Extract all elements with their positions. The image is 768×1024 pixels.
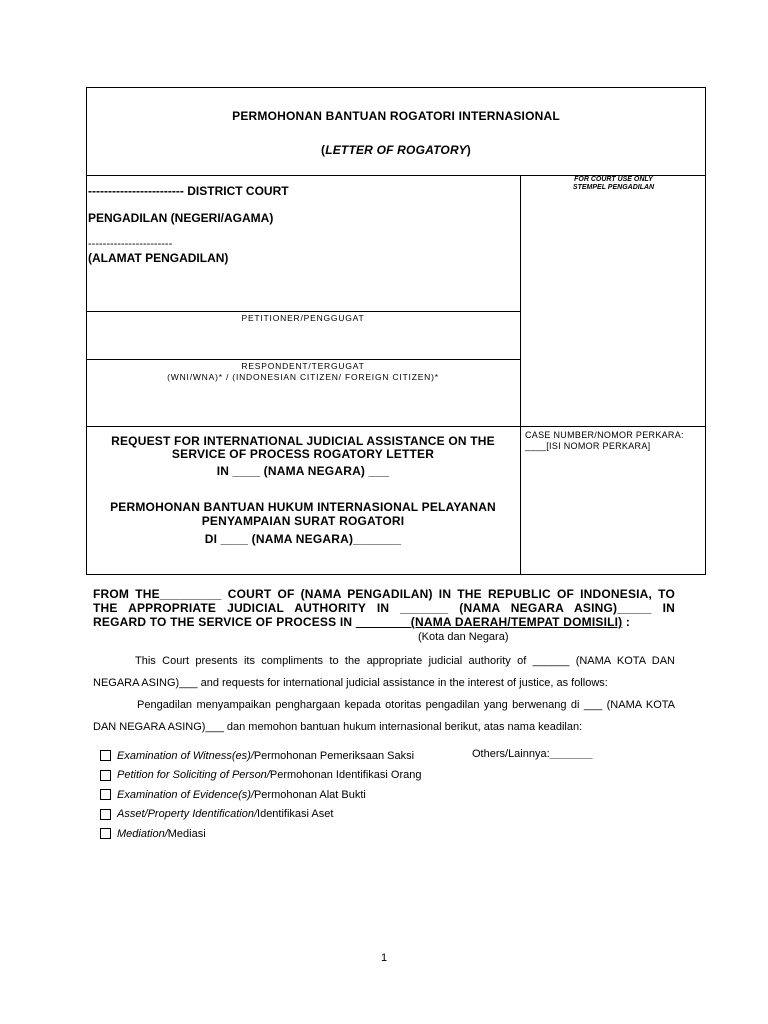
from-line3-end: : xyxy=(622,615,631,629)
checklist-item[interactable] xyxy=(100,824,422,844)
from-line3-underlined: ________(NAMA DAERAH/TEMPAT DOMISILI) xyxy=(355,615,623,629)
from-statement xyxy=(93,587,675,629)
case-number-label: CASE NUMBER/NOMOR PERKARA: xyxy=(525,430,684,440)
subtitle-italic: LETTER OF ROGATORY xyxy=(325,143,467,157)
checklist-item-italic: Examination of Witness(es)/ xyxy=(117,749,254,762)
checkbox[interactable] xyxy=(100,750,111,761)
from-line2: THE APPROPRIATE JUDICIAL AUTHORITY IN _______ (NAMA NEGARA ASING)_____ IN xyxy=(93,601,675,615)
table-divider xyxy=(520,175,521,575)
others-label: Others/Lainnya: xyxy=(472,748,550,760)
respondent-citizenship: (WNI/WNA)* / (INDONESIAN CITIZEN/ FOREIGN CITIZEN)* xyxy=(167,372,439,382)
table-divider xyxy=(86,426,706,427)
kota-negara-note: (Kota dan Negara) xyxy=(418,631,509,643)
checkbox[interactable] xyxy=(100,770,111,781)
table-divider xyxy=(86,359,520,360)
paragraph-id: Pengadilan menyampaikan penghargaan kepada otoritas pengadilan yang berwenang di ___ (NAMA KOTA DAN NEGARA ASING)___ dan memohon bantuan hukum internasional berikut, atas nama keadilan: xyxy=(93,699,675,733)
dashes-line: ----------------------- xyxy=(88,238,173,250)
checklist-item-plain: Permohonan Pemeriksaan Saksi xyxy=(253,749,415,762)
district-court-line: ------------------------ DISTRICT COURT xyxy=(88,184,289,198)
request-checklist xyxy=(100,746,422,844)
checklist-item-italic: Examination of Evidence(s)/ xyxy=(117,788,254,801)
checklist-item-italic: Mediation/ xyxy=(117,827,168,840)
checkbox[interactable] xyxy=(100,809,111,820)
checklist-item[interactable] xyxy=(100,785,422,805)
paragraph-en: This Court presents its compliments to the appropriate judicial authority of ______ (NAMA KOTA DAN NEGARA ASING)___ and requests for international judicial assistance in the interest of justice, as follows: xyxy=(93,655,675,689)
others-blank[interactable]: _______ xyxy=(549,748,593,760)
checklist-item-plain: Identifikasi Aset xyxy=(257,808,334,821)
checklist-item-plain: Mediasi xyxy=(167,827,206,840)
alamat-line: (ALAMAT PENGADILAN) xyxy=(88,251,229,265)
subtitle-close: ) xyxy=(466,143,471,157)
request-en-line2: SERVICE OF PROCESS ROGATORY LETTER xyxy=(171,447,435,461)
subtitle-open: ( xyxy=(320,143,326,157)
from-line3 xyxy=(93,615,675,629)
request-id-line1: PERMOHONAN BANTUAN HUKUM INTERNASIONAL PELAYANAN xyxy=(110,500,496,514)
others-field[interactable] xyxy=(472,748,592,760)
checklist-item[interactable] xyxy=(100,746,422,766)
checkbox[interactable] xyxy=(100,828,111,839)
request-id-line2: PENYAMPAIAN SURAT ROGATORI xyxy=(201,514,405,528)
checklist-item-italic: Petition for Soliciting of Person/ xyxy=(117,769,270,782)
form-subtitle xyxy=(86,143,706,157)
table-divider xyxy=(86,311,520,312)
respondent-label: RESPONDENT/TERGUGAT xyxy=(241,361,365,371)
checklist-item-plain: Permohonan Identifikasi Orang xyxy=(269,769,422,782)
page-number: 1 xyxy=(380,952,388,964)
from-line1: FROM THE_________ COURT OF (NAMA PENGADILAN) IN THE REPUBLIC OF INDONESIA, TO xyxy=(93,587,675,601)
court-stamp-label: STEMPEL PENGADILAN xyxy=(572,184,655,191)
request-id-line3: DI ____ (NAMA NEGARA)_______ xyxy=(204,532,402,546)
request-en-line3: IN ____ (NAMA NEGARA) ___ xyxy=(216,464,390,478)
court-use-label: FOR COURT USE ONLY xyxy=(574,176,653,183)
petitioner-label: PETITIONER/PENGGUGAT xyxy=(241,313,365,323)
request-en-line1: REQUEST FOR INTERNATIONAL JUDICIAL ASSISTANCE ON THE xyxy=(111,434,495,448)
checklist-item[interactable] xyxy=(100,805,422,825)
checklist-item-plain: Permohonan Alat Bukti xyxy=(253,788,366,801)
checkbox[interactable] xyxy=(100,789,111,800)
pengadilan-line: PENGADILAN (NEGERI/AGAMA) xyxy=(88,211,274,225)
checklist-item-italic: Asset/Property Identification/ xyxy=(117,808,258,821)
checklist-item[interactable] xyxy=(100,766,422,786)
form-title: PERMOHONAN BANTUAN ROGATORI INTERNASIONAL xyxy=(232,109,560,123)
from-line3-plain: REGARD TO THE SERVICE OF PROCESS IN xyxy=(93,615,356,629)
case-number-value: ____[ISI NOMOR PERKARA] xyxy=(525,441,651,451)
